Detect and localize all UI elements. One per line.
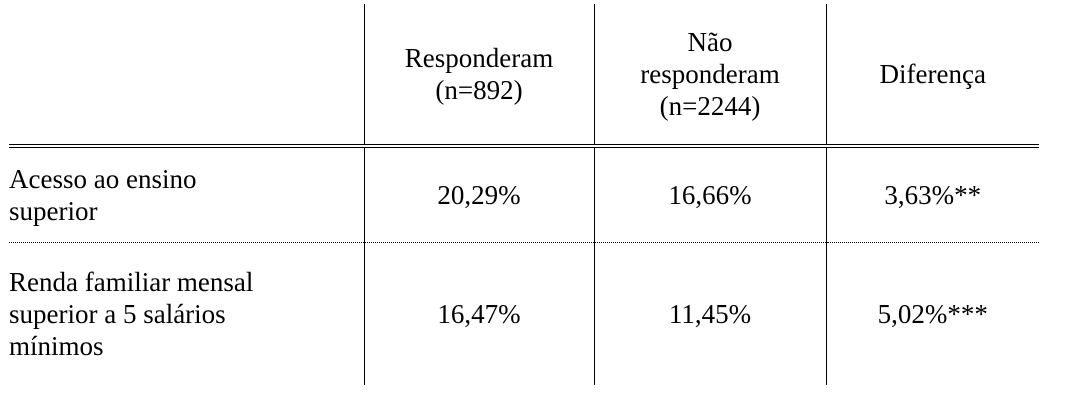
table-row xyxy=(9,242,1039,385)
cell-nao-responderam: 16,66% xyxy=(594,146,826,242)
cell-responderam: 20,29% xyxy=(364,146,594,242)
row-label-line: mínimos xyxy=(9,330,104,361)
row-label-renda xyxy=(9,242,364,385)
header-nao-responderam-count: (n=2244) xyxy=(659,91,761,121)
row-label-acesso xyxy=(9,146,364,242)
cell-nao-responderam: 11,45% xyxy=(594,242,826,385)
table-row xyxy=(9,146,1039,242)
row-label-line: superior a 5 salários xyxy=(9,298,226,329)
header-diferenca: Diferença xyxy=(826,4,1039,146)
header-responderam xyxy=(364,4,594,146)
table-header-row xyxy=(9,4,1039,146)
header-nao-responderam xyxy=(594,4,826,146)
header-nao-responderam-label-1: Não xyxy=(687,27,733,57)
cell-diferenca: 3,63%** xyxy=(826,146,1039,242)
row-label-line: Acesso ao ensino xyxy=(9,163,197,194)
row-label-line: superior xyxy=(9,195,98,226)
header-responderam-count: (n=892) xyxy=(435,75,523,105)
comparison-table xyxy=(9,4,1039,385)
header-responderam-label: Responderam xyxy=(404,43,554,73)
row-label-line: Renda familiar mensal xyxy=(9,266,254,297)
header-corner-cell xyxy=(9,4,364,146)
header-nao-responderam-label-2: responderam xyxy=(640,59,780,89)
cell-diferenca: 5,02%*** xyxy=(826,242,1039,385)
cell-responderam: 16,47% xyxy=(364,242,594,385)
